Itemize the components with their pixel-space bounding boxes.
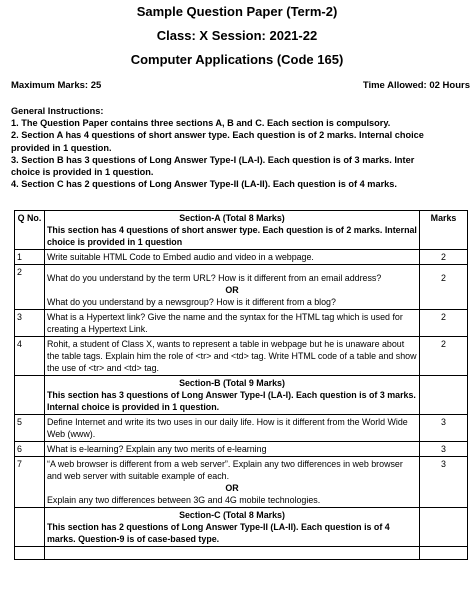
section-a-cell [45,211,420,250]
q-number: 3 [15,310,45,337]
question-text: Define Internet and write its two uses in our daily life. How is it different from the World Wide Web (www). [45,415,420,442]
table-row [15,415,468,442]
section-c-cell [45,508,420,547]
question-text: Rohit, a student of Class X, wants to represent a table in webpage but he is unaware about the table tags. Explain him the role of <tr> and <td> tag. Write HTML code of a table and show the use of <tr> and <td> tag. [45,337,420,376]
table-row [15,265,468,310]
marks-time-row [11,80,470,91]
q-marks: 3 [420,442,468,457]
col-qno-header: Q No. [15,211,45,250]
or-label: OR [225,483,239,493]
question-cell [45,265,420,310]
question-text: “A web browser is different from a web server”. Explain any two differences in web browser and web server with suitable example of each. [47,459,403,481]
table-row [15,457,468,508]
col-marks-header: Marks [420,211,468,250]
table-row [15,442,468,457]
paper-title: Sample Question Paper (Term-2) [136,4,338,19]
empty-cell [420,547,468,560]
instructions-heading: General Instructions: [11,106,104,116]
question-text: What is e-learning? Explain any two merits of e-learning [45,442,420,457]
section-a-title: Section-A (Total 8 Marks) [179,213,285,223]
subject-title: Computer Applications (Code 165) [130,52,344,67]
section-b-title: Section-B (Total 9 Marks) [179,378,285,388]
q-marks: 3 [420,415,468,442]
section-a-desc: This section has 4 questions of short answer type. Each question is of 2 marks. Internal choice is provided in 1 question [47,225,417,247]
max-marks: Maximum Marks: 25 [11,80,102,91]
q-marks: 2 [420,250,468,265]
table-row [15,547,468,560]
section-c-title: Section-C (Total 8 Marks) [179,510,285,520]
instruction-line: 3. Section B has 3 questions of Long Answer Type-I (LA-I). Each question is of 3 marks. Inter [11,154,415,165]
section-c-header-row [15,508,468,547]
empty-cell [15,376,45,415]
q-number: 4 [15,337,45,376]
table-row [15,250,468,265]
table-row [15,337,468,376]
general-instructions [11,105,474,190]
instruction-line: 1. The Question Paper contains three sections A, B and C. Each section is compulsory. [11,118,391,129]
time-allowed: Time Allowed: 02 Hours [362,80,470,91]
table-row [15,310,468,337]
question-text: Write suitable HTML Code to Embed audio and video in a webpage. [45,250,420,265]
instruction-line: 4. Section C has 2 questions of Long Answer Type-II (LA-II). Each question is of 4 marks. [11,179,397,190]
instruction-line: choice is provided in 1 question. [11,167,154,178]
question-text: What is a Hypertext link? Give the name and the syntax for the HTML tag which is used for creating a Hypertext Link. [45,310,420,337]
q-marks: 2 [420,337,468,376]
q-number: 2 [15,265,45,310]
q-number: 6 [15,442,45,457]
question-cell [45,457,420,508]
class-session: Class: X Session: 2021-22 [156,28,318,43]
question-text: What do you understand by the term URL? How is it different from an email address? [47,273,382,283]
question-table [14,210,468,560]
q-marks [420,265,468,310]
empty-cell [420,376,468,415]
q-number: 1 [15,250,45,265]
question-alt-text: What do you understand by a newsgroup? How is it different from a blog? [47,297,336,307]
question-alt-text: Explain any two differences between 3G and 4G mobile technologies. [47,495,321,505]
empty-cell [15,508,45,547]
instruction-line: provided in 1 question. [11,142,112,153]
empty-cell [45,547,420,560]
instruction-line: 2. Section A has 4 questions of short answer type. Each question is of 2 marks. Internal choice [11,130,424,141]
q-marks-value: 2 [441,273,446,283]
empty-cell [420,508,468,547]
section-b-header-row [15,376,468,415]
q-number: 5 [15,415,45,442]
section-b-desc: This section has 3 questions of Long Answer Type-I (LA-I). Each question is of 3 marks. Internal choice is provided in 1 question. [47,390,416,412]
or-label: OR [225,285,239,295]
q-marks: 2 [420,310,468,337]
section-a-header-row [15,211,468,250]
q-marks: 3 [420,457,468,508]
q-number: 7 [15,457,45,508]
section-c-desc: This section has 2 questions of Long Answer Type-II (LA-II). Each question is of 4 marks. Question-9 is of case-based type. [47,522,390,544]
section-b-cell [45,376,420,415]
empty-cell [15,547,45,560]
